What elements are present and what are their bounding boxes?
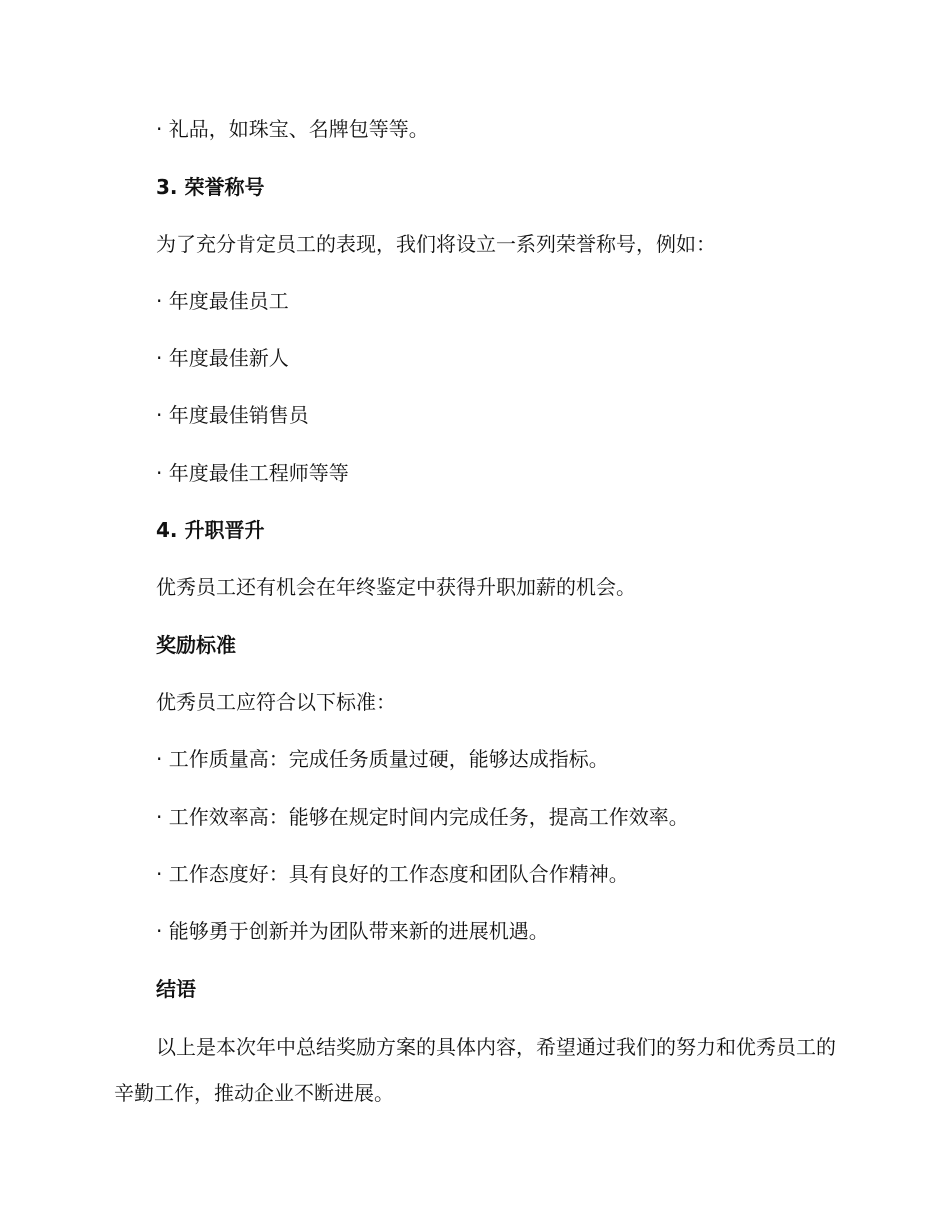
honorary-titles-intro: 为了充分肯定员工的表现，我们将设立一系列荣誉称号，例如： <box>156 232 716 256</box>
criteria-intro: 优秀员工应符合以下标准： <box>156 690 396 714</box>
bullet-work-quality: · 工作质量高：完成任务质量过硬，能够达成指标。 <box>156 747 609 771</box>
promotion-text: 优秀员工还有机会在年终鉴定中获得升职加薪的机会。 <box>156 575 636 599</box>
bullet-work-efficiency: · 工作效率高：能够在规定时间内完成任务，提高工作效率。 <box>156 805 689 829</box>
closing-paragraph: 以上是本次年中总结奖励方案的具体内容，希望通过我们的努力和优秀员工的辛勤工作，推动企业不断进展。 <box>114 1035 836 1105</box>
bullet-best-engineer: · 年度最佳工程师等等 <box>156 461 349 485</box>
section-heading-reward-criteria: 奖励标准 <box>156 633 236 657</box>
bullet-work-attitude: · 工作态度好：具有良好的工作态度和团队合作精神。 <box>156 862 629 886</box>
bullet-innovation: · 能够勇于创新并为团队带来新的进展机遇。 <box>156 919 549 943</box>
bullet-best-newcomer: · 年度最佳新人 <box>156 346 289 370</box>
bullet-best-employee: · 年度最佳员工 <box>156 289 289 313</box>
section-heading-conclusion: 结语 <box>156 977 196 1001</box>
section-heading-promotion: 4. 升职晋升 <box>156 518 265 542</box>
bullet-gifts: · 礼品，如珠宝、名牌包等等。 <box>156 117 429 141</box>
section-heading-honorary-titles: 3. 荣誉称号 <box>156 175 265 199</box>
bullet-best-salesperson: · 年度最佳销售员 <box>156 403 309 427</box>
